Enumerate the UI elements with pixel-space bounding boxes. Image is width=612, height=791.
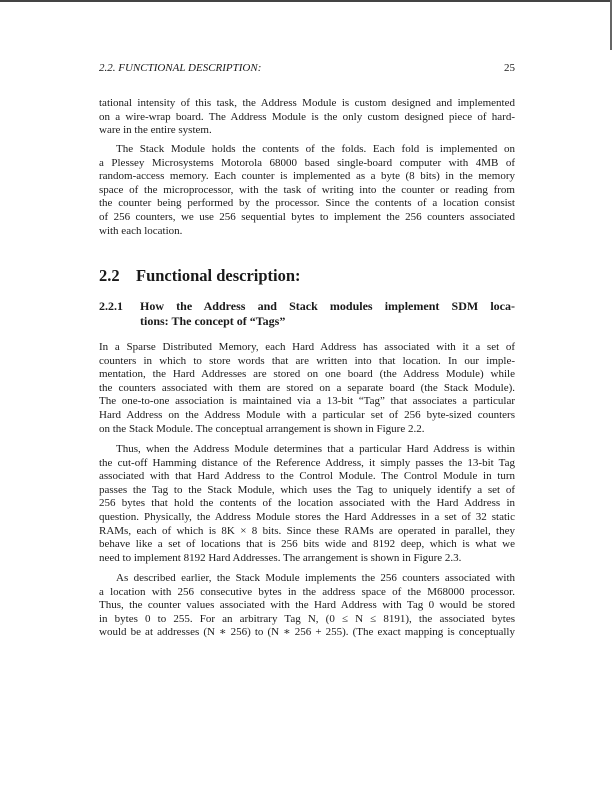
- running-header: [99, 62, 515, 74]
- text-line: on a wire-wrap board. The Address Module is the only custom designed piece of hard-: [99, 110, 515, 123]
- text-line: tational intensity of this task, the Address Module is custom designed and implemented: [99, 97, 515, 109]
- text-line: a Plessey Microsystems Motorola 68000 based single-board computer with 4MB of: [99, 156, 515, 169]
- text-line: counters in which to store words that are written into that location. In our imple-: [99, 354, 515, 367]
- text-line: space of the microprocessor, with the task of writing into the counter or reading from: [99, 183, 515, 196]
- section-number: 2.2: [99, 266, 120, 285]
- text-line: the counters associated with them are stored on a separate board (the Stack Module).: [99, 381, 515, 394]
- text-line: ware in the entire system.: [99, 124, 212, 137]
- text-line: behave like a set of locations that is 256 bits wide and 8192 deep, which is what we: [99, 538, 515, 551]
- text-line: Thus, when the Address Module determines that a particular Hard Address is within: [116, 443, 515, 455]
- text-line: on the Stack Module. The conceptual arrangement is shown in Figure 2.2.: [99, 422, 425, 435]
- subsection-title-line: How the Address and Stack modules implement SDM loca-: [140, 299, 515, 313]
- page-number: 25: [504, 62, 515, 74]
- text-line: need to implement 8192 Hard Addresses. The arrangement is shown in Figure 2.3.: [99, 551, 462, 564]
- paragraph-2: [99, 143, 515, 238]
- paragraph-3: [99, 341, 515, 436]
- text-line: random-access memory. Each counter is implemented as a byte (8 bits) in the memory: [99, 170, 515, 183]
- paragraph-4: [99, 443, 515, 565]
- text-line: RAMs, each of which is 8K × 8 bits. Since these RAMs are operated in parallel, they: [99, 524, 515, 537]
- text-line: associated with that Hard Address to the Control Module. The Control Module in turn: [99, 470, 515, 483]
- text-line: the cut-off Hamming distance of the Reference Address, it simply passes the 13-bit Tag: [99, 456, 515, 469]
- subsection-title-line: tions: The concept of “Tags”: [140, 314, 286, 328]
- text-line: passes the Tag to the Stack Module, which uses the Tag to uniquely identify a set of: [99, 483, 515, 496]
- text-line: mentation, the Hard Addresses are stored on one board (the Address Module) while: [99, 368, 515, 381]
- text-line: would be at addresses (N ∗ 256) to (N ∗ 256 + 255). (The exact mapping is conceptually: [99, 626, 515, 639]
- paragraph-1: [99, 97, 515, 138]
- section-heading: [99, 266, 301, 286]
- text-line: of 256 counters, we use 256 sequential bytes to implement the 256 counters associated: [99, 210, 515, 223]
- text-line: The one-to-one association is maintained via a 13-bit “Tag” that associates a particular: [99, 395, 515, 408]
- subsection-heading: [99, 299, 515, 329]
- text-line: As described earlier, the Stack Module implements the 256 counters associated with: [116, 572, 515, 584]
- text-line: The Stack Module holds the contents of the folds. Each fold is implemented on: [116, 143, 515, 155]
- text-line: a location with 256 consecutive bytes in the address space of the M68000 processor.: [99, 585, 515, 598]
- subsection-number: 2.2.1: [99, 299, 123, 313]
- paragraph-5: [99, 572, 515, 640]
- section-title: Functional description:: [136, 266, 301, 285]
- text-line: question. Physically, the Address Module stores the Hard Addresses in a set of 32 static: [99, 510, 515, 523]
- text-line: 256 bytes that hold the contents of the location associated with the Hard Address in: [99, 497, 515, 510]
- text-line: In a Sparse Distributed Memory, each Hard Address has associated with it a set of: [99, 341, 515, 353]
- text-line: Thus, the counter values associated with the Hard Address with Tag 0 would be stored: [99, 599, 515, 612]
- text-line: with each location.: [99, 224, 183, 237]
- text-line: the counter being performed by the processor. Since the contents of a location consist: [99, 197, 515, 210]
- text-line: in bytes 0 to 255. For an arbitrary Tag N, (0 ≤ N ≤ 8191), the associated bytes: [99, 612, 515, 625]
- scan-top-border: [0, 0, 612, 2]
- running-header-title: 2.2. FUNCTIONAL DESCRIPTION:: [99, 62, 262, 74]
- text-line: Hard Address on the Address Module with a particular set of 256 byte-sized counters: [99, 408, 515, 421]
